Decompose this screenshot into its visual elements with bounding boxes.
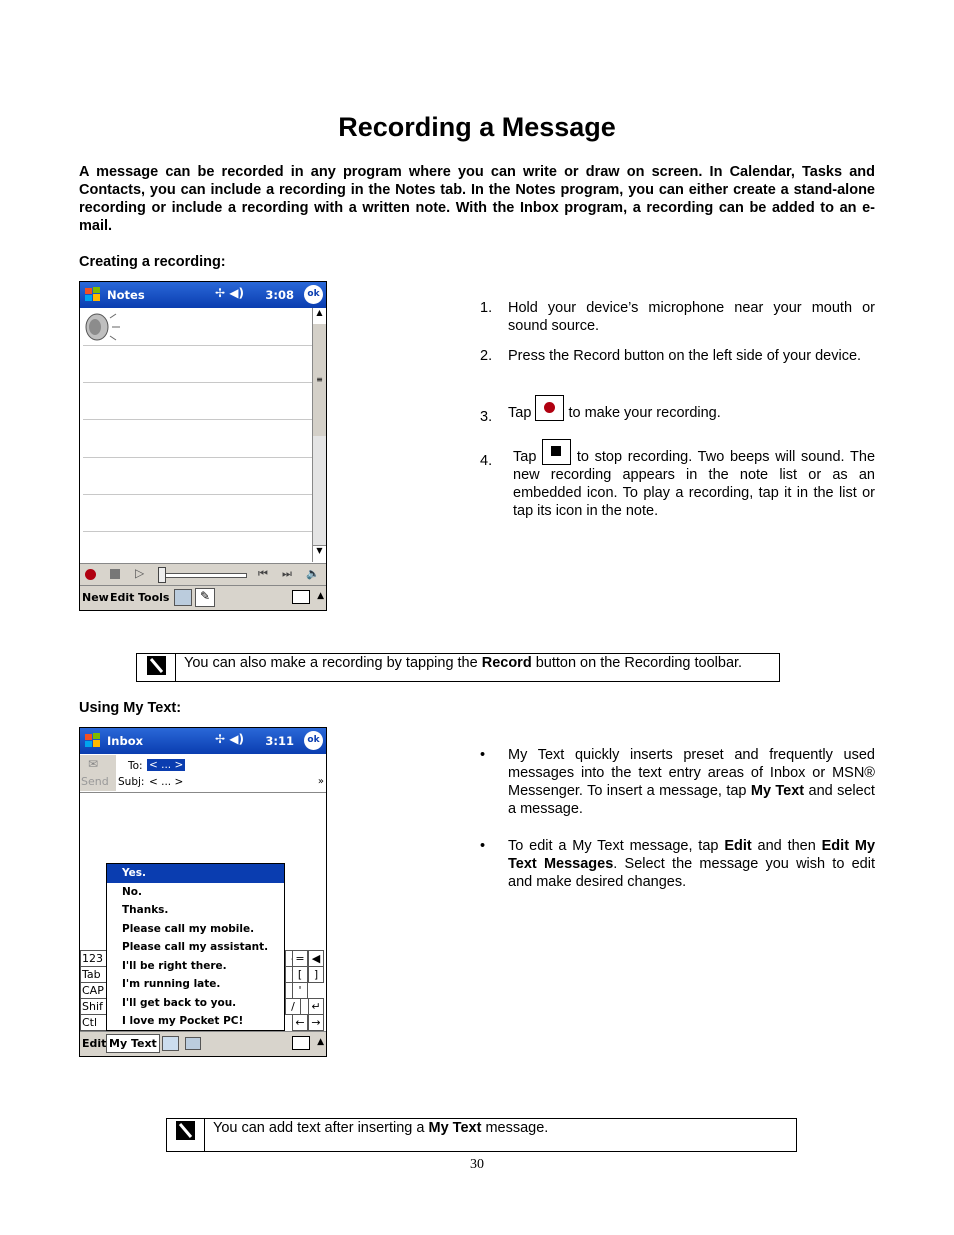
clock: 3:11 — [265, 734, 294, 748]
step-text — [513, 439, 875, 520]
bullet-bold-run: Edit My Text Messages — [508, 838, 876, 872]
key-cap[interactable]: CAP — [80, 982, 107, 999]
inbox-screenshot — [79, 727, 327, 1057]
subj-label: Subj: — [118, 776, 145, 788]
my-text-item[interactable]: I'm running late. — [122, 978, 221, 990]
slider-handle[interactable] — [158, 567, 166, 583]
note-text: You can add text after inserting a My Text message. — [213, 1120, 549, 1136]
ruled-line — [83, 419, 312, 420]
step-text-post: to make your recording. — [568, 405, 721, 421]
step-number: 2. — [480, 348, 493, 364]
menu-edit[interactable]: Edit — [110, 591, 135, 604]
bullet-bold-run: Edit — [724, 838, 752, 854]
stop-icon[interactable] — [110, 569, 120, 579]
menu-tools[interactable]: Tools — [138, 591, 170, 604]
keyboard-icon[interactable] — [292, 590, 310, 604]
menu-new[interactable]: New — [82, 591, 109, 604]
key-right-arrow-icon[interactable]: → — [308, 1014, 324, 1031]
pen-icon[interactable]: ✎ — [195, 588, 215, 607]
recording-toggle-icon[interactable] — [174, 589, 192, 606]
key-enter-icon[interactable]: ↵ — [308, 998, 324, 1015]
title-bar — [80, 282, 326, 308]
to-field[interactable]: < ... > — [149, 759, 184, 771]
bullet-dot: • — [480, 747, 486, 763]
signal-volume-icon[interactable]: ✢ ◀︎) — [215, 732, 244, 746]
step-text-pre: Tap — [508, 405, 532, 421]
send-button[interactable] — [80, 755, 116, 791]
ok-button[interactable]: ok — [304, 285, 323, 304]
app-name: Inbox — [107, 734, 144, 748]
speaker-icon[interactable] — [82, 310, 122, 344]
menu-edit[interactable]: Edit — [82, 1037, 107, 1050]
to-label: To: — [128, 760, 143, 772]
note-box-recording-toolbar — [136, 653, 780, 682]
key-shift[interactable]: Shif — [80, 998, 107, 1015]
bullet-text-run: To edit a My Text message, tap — [508, 838, 725, 854]
page-number: 30 — [470, 1157, 484, 1172]
signal-volume-icon[interactable]: ✢ ◀︎) — [215, 286, 244, 300]
skip-forward-icon[interactable]: ⏭ — [282, 567, 292, 580]
scroll-up-icon[interactable]: ▲ — [313, 308, 326, 325]
my-text-item[interactable]: Please call my mobile. — [122, 922, 255, 935]
volume-icon[interactable]: 🔈 — [306, 567, 320, 580]
recording-toggle-icon[interactable] — [185, 1037, 201, 1050]
my-text-item[interactable]: Thanks. — [122, 904, 169, 916]
windows-start-icon[interactable] — [83, 285, 103, 305]
step-number: 4. — [480, 453, 493, 469]
my-text-menu — [106, 863, 285, 1031]
envelope-icon: ✉ — [88, 757, 99, 771]
record-icon[interactable] — [85, 569, 96, 580]
my-text-item[interactable]: I love my Pocket PC! — [122, 1015, 244, 1027]
app-name: Notes — [107, 288, 145, 302]
step-text: Press the Record button on the left side of your device. — [508, 348, 862, 364]
subj-field[interactable]: < ... > — [149, 776, 184, 788]
my-text-item[interactable]: I'll get back to you. — [122, 996, 237, 1009]
ruled-line — [83, 345, 312, 346]
bullet-bold-run: My Text — [750, 783, 805, 799]
input-arrow-icon[interactable]: ▲ — [317, 591, 324, 601]
bullet-text-run: . Select the message you wish to edit and make desired changes. — [508, 856, 875, 890]
clock: 3:08 — [265, 288, 294, 302]
ruled-line — [83, 531, 312, 532]
format-icon[interactable] — [162, 1036, 179, 1051]
section-heading-using-my-text: Using My Text: — [79, 700, 182, 716]
expand-chevron-icon[interactable]: » — [317, 776, 324, 787]
step-text-pre: Tap — [513, 449, 537, 465]
my-text-item[interactable]: I'll be right there. — [122, 959, 227, 972]
page-title: Recording a Message — [338, 112, 616, 142]
skip-back-icon[interactable]: ⏮ — [258, 567, 268, 580]
record-button-icon — [535, 395, 564, 421]
step-text: Hold your device’s microphone near your mouth or sound source. — [508, 300, 875, 334]
play-icon[interactable]: ▷ — [135, 566, 145, 580]
note-text: You can also make a recording by tapping the Record button on the Recording toolbar. — [184, 655, 743, 671]
note-box-my-text — [166, 1118, 797, 1152]
step-number: 3. — [480, 409, 493, 425]
step-number: 1. — [480, 300, 493, 316]
key-123[interactable]: 123 — [80, 950, 107, 967]
bullet-text — [508, 837, 875, 891]
menu-bar — [80, 585, 326, 610]
key-equals[interactable]: = — [292, 950, 308, 967]
bullet-text-run: and then — [751, 838, 822, 854]
intro-paragraph: A message can be recorded in any program where you can write or draw on screen. In Calendar, Tasks and Contacts, you can include a recording in the Notes tab. In the Notes program, you can either create a stand-alone recording or include a recording with a written note. With the Inbox program, a recording can be added to an e-mail. — [79, 164, 875, 234]
scroll-down-icon[interactable]: ▼ — [313, 545, 326, 562]
step-text — [508, 395, 875, 422]
key-bracket-right[interactable]: ] — [308, 966, 324, 983]
section-heading-creating-recording: Creating a recording: — [79, 254, 226, 270]
send-label: Send — [81, 775, 109, 788]
note-pen-icon — [137, 654, 176, 681]
key-backspace-icon[interactable]: ◀ — [308, 950, 324, 967]
header-divider — [80, 792, 326, 793]
my-text-item[interactable]: No. — [122, 885, 142, 898]
keyboard-icon[interactable] — [292, 1036, 310, 1050]
bullet-text-run: My Text quickly inserts preset and frequently used messages into the text entry areas of Inbox or MSN® Messenger. To insert a message, tap — [508, 747, 875, 799]
input-arrow-icon[interactable]: ▲ — [317, 1037, 324, 1047]
key-ctl[interactable]: Ctl — [80, 1014, 107, 1031]
recording-toolbar — [80, 563, 326, 586]
step-text-post: to stop recording. Two beeps will sound. The new recording appears in the note list or as an embedded icon. To play a recording, tap it in the list or tap its icon in the note. — [513, 449, 876, 519]
key-bracket-open[interactable]: [ — [292, 966, 308, 983]
my-text-item[interactable]: Please call my assistant. — [122, 941, 269, 953]
key-slash[interactable]: / — [285, 998, 301, 1015]
bullet-dot: • — [480, 838, 486, 854]
ruled-line — [83, 382, 312, 383]
key-left-arrow-icon[interactable]: ← — [292, 1014, 308, 1031]
ok-button[interactable]: ok — [304, 731, 323, 750]
bullet-text-run: and select a message. — [508, 783, 875, 817]
ruled-line — [83, 494, 312, 495]
bullet-text — [508, 746, 875, 818]
note-pen-icon — [167, 1119, 205, 1151]
key-quote[interactable]: ' — [292, 982, 308, 999]
vertical-scrollbar[interactable] — [312, 308, 326, 562]
title-bar — [80, 728, 326, 754]
scroll-thumb[interactable]: ≡ — [313, 324, 326, 436]
ruled-line — [83, 457, 312, 458]
my-text-item[interactable]: Yes. — [107, 864, 284, 883]
menu-my-text[interactable]: My Text — [106, 1034, 160, 1053]
windows-start-icon[interactable] — [83, 731, 103, 751]
stop-button-icon — [542, 439, 571, 465]
notes-screenshot — [79, 281, 327, 611]
key-tab[interactable]: Tab — [80, 966, 107, 983]
playback-slider[interactable] — [160, 573, 247, 578]
menu-bar — [80, 1031, 326, 1056]
